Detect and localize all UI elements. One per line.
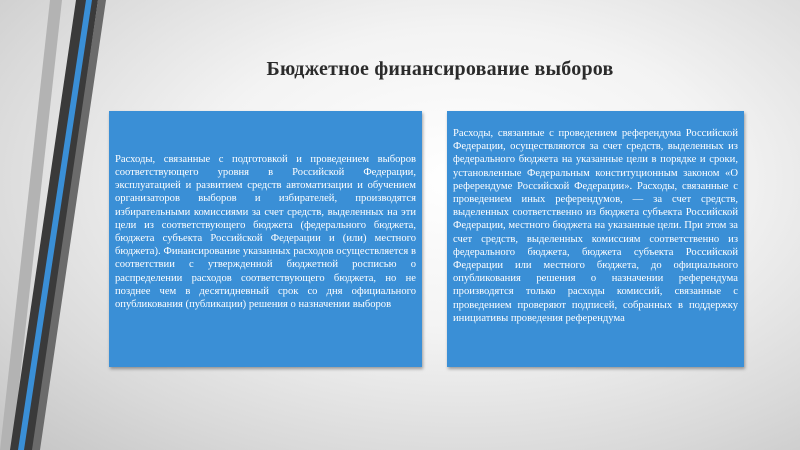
right-text-panel <box>447 111 744 367</box>
decorative-stripes <box>0 0 120 450</box>
left-panel-text: Расходы, связанные с подготовкой и проведением выборов соответствующего уровня в Российской Федерации, эксплуатацией и развитием средств автоматизации и обучением организаторов выборов и избирателей, производятся избирательными комиссиями за счет средств, выделенных на эти цели из соответствующего бюджета (федерального бюджета, бюджета субъекта Российской Федерации и (или) местного бюджета). Финансирование указанных расходов осуществляется в соответствии с утвержденной бюджетной росписью о распределении расходов соответствующего бюджета, но не позднее чем в десятидневный срок со дня официального опубликования (публикации) решения о назначении выборов <box>115 153 416 311</box>
left-text-panel <box>109 111 422 367</box>
right-panel-text: Расходы, связанные с проведением референдума Российской Федерации, осуществляются за счет средств, выделенных из федерального бюджета на указанные цели в порядке и сроки, установленные Федеральным конституционным законом «О референдуме Российской Федерации». Расходы, связанные с проведением иных референдумов, — за счет средств, выделенных соответственно из бюджета субъекта Российской Федерации, местного бюджета на указанные цели. При этом за счет средств, выделенных комиссиям соответственно из федерального бюджета, бюджета субъекта Российской Федерации или местного бюджета, до официального опубликования решения о назначении референдума производятся только расходы комиссий, связанные с проведением проверяют подписей, собранных в поддержку инициативы проведения референдума <box>453 128 738 324</box>
slide-title: Бюджетное финансирование выборов <box>266 58 614 80</box>
